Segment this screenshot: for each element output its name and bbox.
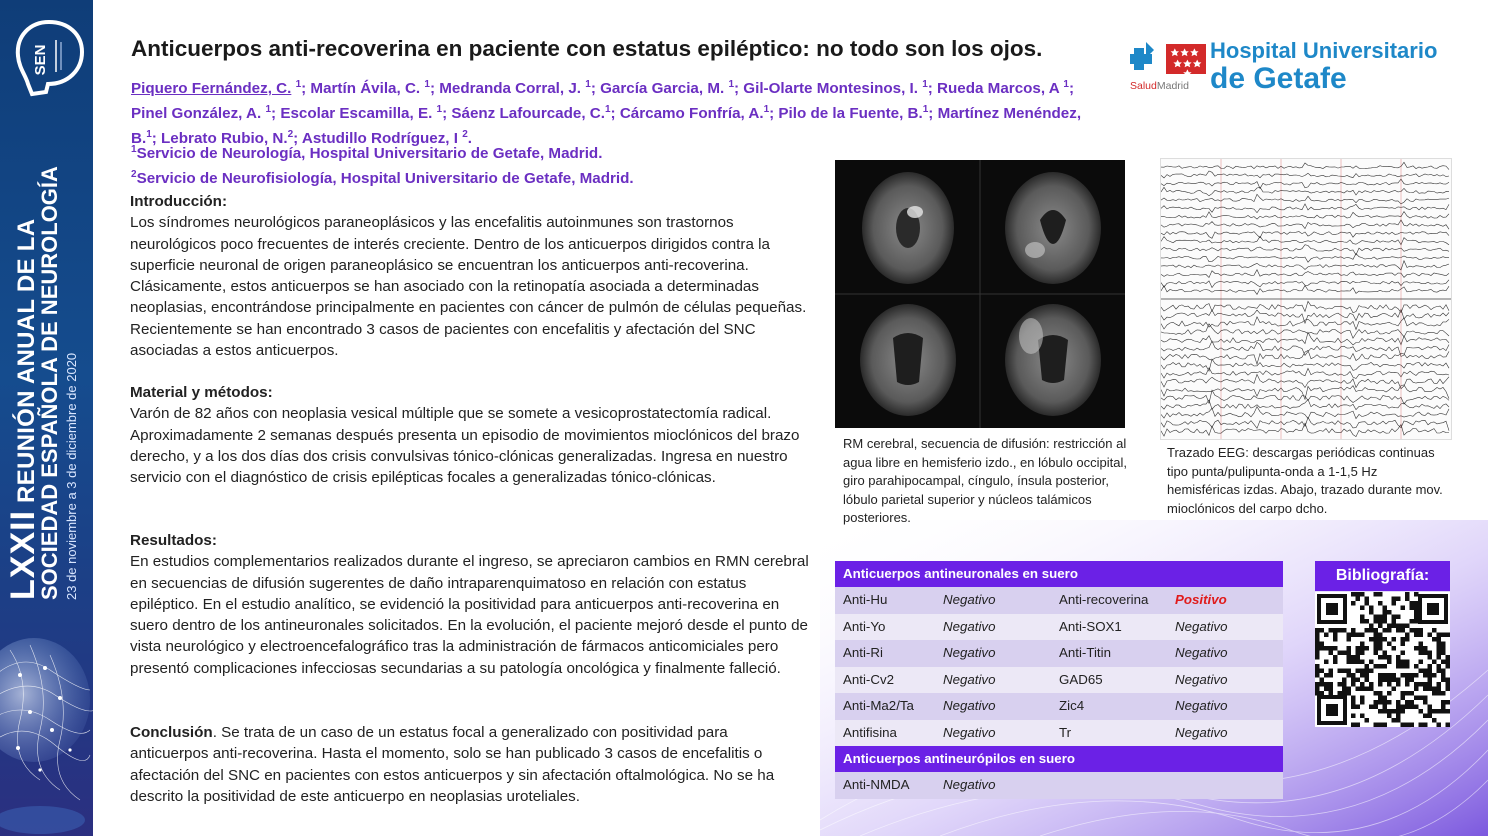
salud-word: Salud xyxy=(1130,80,1157,92)
antibody-result: Negativo xyxy=(943,724,996,740)
antibody-result: Negativo xyxy=(1175,698,1228,713)
banner-roman-numeral: LXXII xyxy=(4,509,42,600)
antibody-result: Negativo xyxy=(943,618,996,634)
bibliografia-heading: Bibliografía: xyxy=(1315,561,1450,591)
antibody-result: Negativo xyxy=(1175,724,1228,740)
section-text: En estudios complementarios realizados durante el ingreso, se apreciaron cambios en RMN cerebral en secuencias de difusión sugerentes de daño intraparenquimatoso en relación con estatus epiléptico. En el estudio analítico, se evidenció la positividad para anticuerpos anti-recoverina en suero dentro de los antineuronales solicitados. En la evolución, el paciente mejoró desde el punto de vista neurológico y electroencefalográfico tras la administración de fármacos anticomiciales pero presentó complicaciones infecciosas secundarias a su patología oncológica y finalmente falleció. xyxy=(130,553,809,677)
antibody-name: GAD65 xyxy=(1059,671,1103,687)
affiliation-text: Servicio de Neurología, Hospital Universitario de Getafe, Madrid. xyxy=(136,145,603,163)
antibody-result-positive: Positivo xyxy=(1175,592,1227,607)
author-sup: 1 xyxy=(146,129,152,141)
table-header-antineuronales: Anticuerpos antineuronales en suero xyxy=(835,561,1283,587)
side-banner xyxy=(0,0,93,836)
section-text: . Se trata de un caso de un estatus focal a generalizado con positividad para anticuerpos anti-recoverina. Hasta el momento, solo se han publicado 3 casos de encefalitis o afectación del SNC en pacientes con estos anticuerpos y sin afectación oftalmológica. No se ha descrito la positividad de este anticuerpo en neoplasias uroteliales. xyxy=(130,724,775,805)
antibody-name: Anti-Titin xyxy=(1059,645,1111,660)
banner-meeting: REUNIÓN ANUAL DE LA xyxy=(13,218,40,503)
section-heading: Conclusión xyxy=(130,724,213,741)
affiliation-sup: 2 xyxy=(131,169,137,181)
author-sup: 2 xyxy=(462,129,468,141)
section-introduccion xyxy=(130,191,810,361)
antibody-name: Zic4 xyxy=(1059,698,1085,713)
madrid-word: Madrid xyxy=(1156,80,1189,92)
table-row xyxy=(835,614,1283,641)
antibody-result: Negativo xyxy=(1175,618,1228,634)
affiliation-2 xyxy=(131,164,931,189)
author: Sáenz Lafourcade, C. xyxy=(451,105,605,123)
antibody-name: Anti-Ri xyxy=(843,645,883,660)
author-list: Piquero Fernández, C. $^1$; Martín Ávila, C. $^1$; Medranda Corral, J. $^1$; García Garcia, M. $^1$; Gil-Olarte Montesinos, I. $^1$; Rueda Marcos, A $^1$; Pinel González, A. $^1$; Escolar Escamilla, E. $^1$; Sáenz Lafourcade, C.$^1$; Cárcamo Fonfría, A.$^1$; Pilo de la Fuente, B.$^1$; Martínez Menéndez, B.$^1$; Lebrato Rubio, N.$^2$; Astudillo Rodríguez, I $^2$. xyxy=(131,79,1082,148)
author: Cárcamo Fonfría, A. xyxy=(619,105,764,123)
hospital-name-line2: de Getafe xyxy=(1210,62,1347,95)
eeg-figure xyxy=(1160,158,1452,440)
mri-caption: RM cerebral, secuencia de difusión: restricción al agua libre en hemisferio izdo., en lóbulo occipital, giro parahipocampal, cíngulo, ínsula posterior, lóbulo parietal superior y núcleos talámicos posteriores. xyxy=(843,436,1128,526)
hospital-logo xyxy=(1124,36,1450,96)
poster-title: Anticuerpos anti-recoverina en paciente con estatus epiléptico: no todo son los ojos. xyxy=(131,36,1043,61)
author: Martínez Menéndez, B. xyxy=(131,105,1082,148)
salud-madrid-text xyxy=(1130,80,1189,92)
table-row xyxy=(835,693,1283,720)
antibody-name: Anti-recoverina xyxy=(1059,592,1149,607)
author: Medranda Corral, J. xyxy=(439,80,582,98)
section-heading: Resultados: xyxy=(130,532,217,549)
section-resultados xyxy=(130,530,810,679)
author-sup: 1 xyxy=(728,79,734,90)
table-header-antineuropilos: Anticuerpos antineurópilos en suero xyxy=(835,746,1283,772)
author-sup: 1 xyxy=(265,104,272,116)
affiliation-text: Servicio de Neurofisiología, Hospital Universitario de Getafe, Madrid. xyxy=(136,170,634,188)
author: Escolar Escamilla, E. xyxy=(280,105,433,123)
author: Pilo de la Fuente, B. xyxy=(778,105,923,123)
author-sup: 1 xyxy=(1063,79,1069,90)
eeg-caption: Trazado EEG: descargas periódicas continuas tipo punta/pulipunta-onda a 1-1,5 Hz hemisféricas izdas. Abajo, trazado durante mov. mioclónicos del carpo dcho. xyxy=(1167,445,1443,516)
first-author: Piquero Fernández, C. xyxy=(131,80,292,98)
affiliations xyxy=(131,139,931,189)
author-sup: 1 xyxy=(922,104,929,116)
antibody-result: Negativo xyxy=(943,777,996,792)
antibody-result: Negativo xyxy=(943,592,996,607)
author-sup: 1 xyxy=(424,79,430,90)
bibliography-qr-code[interactable] xyxy=(1315,592,1450,727)
affiliation-sup: 1 xyxy=(131,144,137,155)
author-sup: 1 xyxy=(922,79,928,90)
antibody-name: Anti-NMDA xyxy=(843,777,910,792)
author-sup: 1 xyxy=(585,79,591,90)
hospital-name-line1: Hospital Universitario xyxy=(1210,38,1438,63)
section-conclusion xyxy=(130,722,810,807)
brain-network-illustration xyxy=(0,620,93,836)
author-sup: 1 xyxy=(436,104,443,116)
mri-slice-1 xyxy=(862,172,954,284)
antibody-table xyxy=(835,561,1283,799)
section-heading: Introducción: xyxy=(130,193,228,210)
table-row xyxy=(835,720,1283,747)
antibody-name: Anti-Hu xyxy=(843,592,888,607)
table-row xyxy=(835,667,1283,694)
antibody-result: Negativo xyxy=(1175,671,1228,687)
author-sup: 2 xyxy=(287,129,294,141)
author: Lebrato Rubio, N. xyxy=(161,130,288,148)
mri-figure xyxy=(835,160,1125,428)
table-row xyxy=(835,772,1283,799)
sen-logo-text: SEN xyxy=(32,44,49,76)
author: Astudillo Rodríguez, I xyxy=(301,130,458,148)
table-row xyxy=(835,640,1283,667)
antibody-result: Negativo xyxy=(1175,645,1228,660)
antibody-result: Negativo xyxy=(943,698,996,713)
antibody-name: Anti-SOX1 xyxy=(1059,618,1122,634)
banner-dates: 23 de noviembre a 3 de diciembre de 2020 xyxy=(64,352,79,600)
author-sup: 1 xyxy=(295,79,302,90)
table-row xyxy=(835,587,1283,614)
author-sup: 1 xyxy=(604,104,611,116)
antibody-name: Tr xyxy=(1059,724,1072,740)
antibody-name: Antifisina xyxy=(843,724,897,740)
mri-slice-4 xyxy=(1005,304,1101,416)
author-sup: 1 xyxy=(763,104,770,116)
mri-slice-3 xyxy=(860,304,956,416)
section-text: Los síndromes neurológicos paraneoplásicos y las encefalitis autoinmunes son trastornos neurológicos poco frecuentes de interés creciente. Dentro de los anticuerpos dirigidos contra la superficie neuronal de origen paraneoplásico se encuentran los anticuerpos anti-recoverina. Clásicamente, estos anticuerpos se han asociado con la retinopatía asociada a determinadas neoplasias, encontrándose principalmente en pacientes con cáncer de pulmón de células pequeñas. Recientemente se han encontrado 3 casos de pacientes con encefalitis y afectación del SNC asociadas a estos anticuerpos. xyxy=(130,214,807,360)
section-metodos xyxy=(130,382,810,488)
author: Pinel González, A. xyxy=(131,105,262,123)
antibody-name: Anti-Ma2/Ta xyxy=(843,698,914,713)
banner-society: SOCIEDAD ESPAÑOLA DE NEUROLOGÍA xyxy=(37,166,62,600)
antibody-result: Negativo xyxy=(943,645,996,660)
section-text: Varón de 82 años con neoplasia vesical múltiple que se somete a vesicoprostatectomía radical. Aproximadamente 2 semanas después presenta un episodio de movimientos mioclónicos del brazo derecho, y a los dos días dos crisis convulsivas tónico-clónicas generalizadas. Ingresa en nuestro servicio con el diagnóstico de crisis epilépticas focales a generalizadas tónico-clónicas. xyxy=(130,405,800,487)
antibody-name: Anti-Yo xyxy=(843,618,886,634)
author: Martín Ávila, C. xyxy=(310,80,421,98)
affiliation-1 xyxy=(131,139,931,164)
mri-slice-2 xyxy=(1005,172,1101,284)
antibody-name: Anti-Cv2 xyxy=(843,671,894,687)
antibody-result: Negativo xyxy=(943,671,996,687)
banner-text xyxy=(4,0,86,600)
author: Rueda Marcos, A xyxy=(937,80,1060,98)
section-heading: Material y métodos: xyxy=(130,384,273,401)
author: García Garcia, M. xyxy=(600,80,725,98)
author: Gil-Olarte Montesinos, I. xyxy=(743,80,918,98)
